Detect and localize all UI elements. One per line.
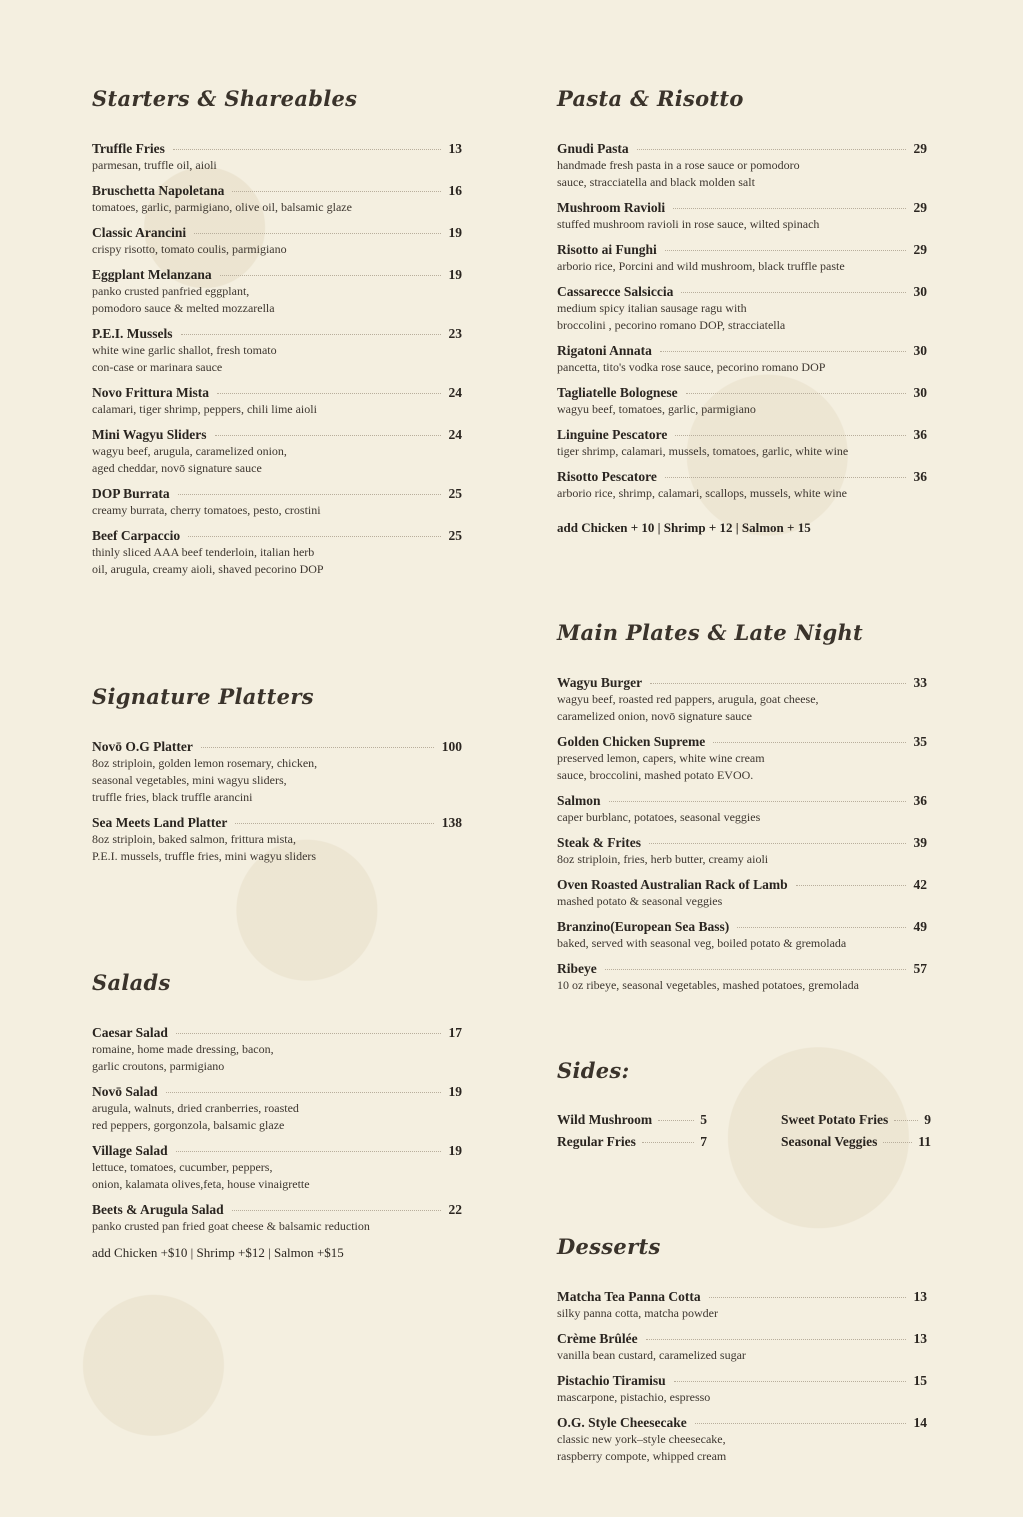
menu-item (92, 527, 462, 578)
menu-item (92, 325, 462, 376)
menu-item-price: 19 (448, 225, 462, 240)
menu-item-name: Classic Arancini (92, 225, 187, 240)
menu-item-header (557, 834, 927, 851)
menu-item (557, 384, 927, 418)
menu-item-price: 19 (448, 1143, 462, 1158)
section-title-starters: Starters & Shareables (92, 86, 358, 111)
menu-item-description: silky panna cotta, matcha powder (557, 1306, 718, 1320)
menu-item-header (92, 266, 462, 283)
section-title-sides: Sides: (557, 1058, 630, 1083)
side-name: Sweet Potato Fries (781, 1112, 889, 1127)
menu-item-header (557, 468, 927, 485)
menu-item (92, 182, 462, 216)
menu-item-header (92, 738, 462, 755)
menu-item-header (557, 1372, 927, 1389)
menu-item-price: 100 (441, 739, 462, 754)
menu-item-name: Branzino(European Sea Bass) (557, 919, 730, 934)
menu-item-header (92, 1201, 462, 1218)
leader-dots (709, 1297, 906, 1298)
menu-item-name: Risotto Pescatore (557, 469, 657, 484)
menu-item-name: Tagliatelle Bolognese (557, 385, 678, 400)
menu-item (92, 384, 462, 418)
menu-item-header (92, 814, 462, 831)
menu-item-price: 14 (913, 1415, 927, 1430)
menu-item-description: tiger shrimp, calamari, mussels, tomatoes, garlic, white wine (557, 444, 849, 458)
menu-item-header (557, 283, 927, 300)
section-salads (92, 970, 462, 1261)
menu-item-price: 29 (913, 200, 927, 215)
menu-item-description: wagyu beef, roasted red pappers, arugula, goat cheese, caramelized onion, novō signature sauce (557, 692, 819, 723)
leader-dots (181, 334, 441, 335)
menu-list (92, 140, 462, 578)
menu-item-header (557, 876, 927, 893)
leader-dots (235, 823, 433, 824)
leader-dots (637, 149, 906, 150)
menu-item-header (557, 384, 927, 401)
menu-item-description: 8oz striploin, golden lemon rosemary, chicken, seasonal vegetables, mini wagyu sliders, truffle fries, black truffle arancini (92, 756, 318, 804)
menu-item-price: 25 (448, 486, 462, 501)
leader-dots (894, 1120, 918, 1121)
menu-item-price: 22 (448, 1202, 462, 1217)
menu-item-name: Steak & Frites (557, 835, 641, 850)
leader-dots (673, 208, 905, 209)
menu-item (92, 1083, 462, 1134)
menu-item-description: medium spicy italian sausage ragu with broccolini , pecorino romano DOP, stracciatella (557, 301, 786, 332)
menu-item-name: Wagyu Burger (557, 675, 643, 690)
menu-item-description: lettuce, tomatoes, cucumber, peppers, onion, kalamata olives,feta, house vinaigrette (92, 1160, 310, 1191)
leader-dots (232, 191, 440, 192)
menu-item-name: Cassarecce Salsiccia (557, 284, 674, 299)
menu-item (557, 1330, 927, 1364)
leader-dots (232, 1210, 441, 1211)
menu-item-header (557, 792, 927, 809)
menu-item (557, 960, 927, 994)
menu-item (92, 426, 462, 477)
menu-item-price: 24 (448, 385, 462, 400)
menu-item (92, 1024, 462, 1075)
leader-dots (737, 927, 905, 928)
menu-item-description: arborio rice, Porcini and wild mushroom, black truffle paste (557, 259, 845, 273)
leader-dots (883, 1142, 912, 1143)
menu-item-name: Beef Carpaccio (92, 528, 181, 543)
side-price: 5 (700, 1112, 707, 1127)
menu-item-name: Caesar Salad (92, 1025, 168, 1040)
menu-list (557, 674, 927, 994)
menu-item-name: Mushroom Ravioli (557, 200, 666, 215)
menu-item-name: Novō O.G Platter (92, 739, 193, 754)
section-title-mains: Main Plates & Late Night (557, 620, 864, 645)
menu-item-name: Eggplant Melanzana (92, 267, 212, 282)
menu-item (557, 426, 927, 460)
menu-item-name: Golden Chicken Supreme (557, 734, 706, 749)
menu-item (92, 266, 462, 317)
menu-item-description: tomatoes, garlic, parmigiano, olive oil, balsamic glaze (92, 200, 352, 214)
menu-item-name: Village Salad (92, 1143, 168, 1158)
menu-item-description: pancetta, tito's vodka rose sauce, pecorino romano DOP (557, 360, 826, 374)
menu-item-description: handmade fresh pasta in a rose sauce or pomodoro sauce, stracciatella and black molden salt (557, 158, 800, 189)
side-name: Seasonal Veggies (781, 1134, 878, 1149)
leader-dots (649, 843, 906, 844)
menu-item-price: 49 (913, 919, 927, 934)
leader-dots (665, 250, 906, 251)
menu-item-description: classic new york–style cheesecake, raspberry compote, whipped cream (557, 1432, 727, 1463)
section-title-desserts: Desserts (557, 1234, 661, 1259)
menu-item-header (557, 426, 927, 443)
menu-item-header (92, 1083, 462, 1100)
menu-item-header (92, 224, 462, 241)
menu-item-description: wagyu beef, tomatoes, garlic, parmigiano (557, 402, 756, 416)
menu-item (557, 140, 927, 191)
menu-item-price: 57 (913, 961, 927, 976)
leader-dots (713, 742, 905, 743)
section-mains (557, 620, 927, 1002)
menu-item-description: panko crusted pan fried goat cheese & balsamic reduction (92, 1219, 370, 1233)
menu-item-header (92, 1142, 462, 1159)
menu-item-header (557, 1330, 927, 1347)
menu-item-description: romaine, home made dressing, bacon, garlic croutons, parmigiano (92, 1042, 274, 1073)
menu-item-description: thinly sliced AAA beef tenderloin, italian herb oil, arugula, creamy aioli, shaved pecorino DOP (92, 545, 324, 576)
side-item (557, 1112, 707, 1128)
menu-item-price: 30 (913, 284, 927, 299)
menu-item-price: 36 (913, 793, 927, 808)
sides-grid (557, 1112, 931, 1150)
leader-dots (796, 885, 906, 886)
menu-item-description: crispy risotto, tomato coulis, parmigiano (92, 242, 287, 256)
menu-item-name: Sea Meets Land Platter (92, 815, 228, 830)
menu-item-price: 33 (913, 675, 927, 690)
menu-item-header (92, 1024, 462, 1041)
leader-dots (176, 1151, 441, 1152)
section-sides (557, 1058, 931, 1150)
menu-item-price: 13 (913, 1289, 927, 1304)
menu-item (557, 674, 927, 725)
menu-item-name: Bruschetta Napoletana (92, 183, 225, 198)
menu-item-price: 36 (913, 427, 927, 442)
leader-dots (665, 477, 906, 478)
menu-item (557, 283, 927, 334)
menu-item (557, 1288, 927, 1322)
menu-item-name: P.E.I. Mussels (92, 326, 173, 341)
menu-item (92, 140, 462, 174)
menu-item-price: 13 (448, 141, 462, 156)
menu-item (557, 199, 927, 233)
menu-item-price: 13 (913, 1331, 927, 1346)
menu-item-name: Mini Wagyu Sliders (92, 427, 207, 442)
menu-item-header (557, 960, 927, 977)
add-protein-note: add Chicken + 10 | Shrimp + 12 | Salmon + 15 (557, 520, 811, 535)
menu-item-description: mascarpone, pistachio, espresso (557, 1390, 711, 1404)
menu-item-price: 17 (448, 1025, 462, 1040)
section-title-platters: Signature Platters (92, 684, 314, 709)
menu-item-price: 29 (913, 141, 927, 156)
menu-item-description: arugula, walnuts, dried cranberries, roasted red peppers, gorgonzola, balsamic glaze (92, 1101, 299, 1132)
leader-dots (217, 393, 441, 394)
side-name: Wild Mushroom (557, 1112, 653, 1127)
menu-item (557, 876, 927, 910)
menu-item-description: caper burblanc, potatoes, seasonal veggies (557, 810, 761, 824)
leader-dots (681, 292, 905, 293)
menu-item-price: 39 (913, 835, 927, 850)
menu-item (92, 1142, 462, 1193)
menu-item (557, 342, 927, 376)
menu-item-name: Risotto ai Funghi (557, 242, 657, 257)
menu-item-name: Gnudi Pasta (557, 141, 629, 156)
menu-item (557, 1372, 927, 1406)
menu-item-name: Novō Salad (92, 1084, 158, 1099)
menu-item-price: 35 (913, 734, 927, 749)
menu-item-header (92, 140, 462, 157)
menu-item-name: Novo Frittura Mista (92, 385, 209, 400)
menu-item-price: 42 (913, 877, 927, 892)
menu-item (557, 468, 927, 502)
leader-dots (686, 393, 906, 394)
menu-item-header (557, 241, 927, 258)
menu-item-description: wagyu beef, arugula, caramelized onion, aged cheddar, novō signature sauce (92, 444, 287, 475)
menu-item-name: Pistachio Tiramisu (557, 1373, 666, 1388)
leader-dots (194, 233, 440, 234)
menu-item-price: 24 (448, 427, 462, 442)
side-item (781, 1112, 931, 1128)
menu-item-description: 10 oz ribeye, seasonal vegetables, mashed potatoes, gremolada (557, 978, 859, 992)
menu-item-header (557, 1414, 927, 1431)
leader-dots (166, 1092, 441, 1093)
menu-item-name: Crème Brûlée (557, 1331, 638, 1346)
menu-item-price: 15 (913, 1373, 927, 1388)
menu-item-header (557, 342, 927, 359)
side-name: Regular Fries (557, 1134, 636, 1149)
menu-item-name: O.G. Style Cheesecake (557, 1415, 687, 1430)
menu-item-name: Salmon (557, 793, 601, 808)
leader-dots (658, 1120, 694, 1121)
leader-dots (178, 494, 441, 495)
menu-item-header (92, 182, 462, 199)
menu-list (92, 738, 462, 865)
side-price: 9 (924, 1112, 931, 1127)
leader-dots (674, 1381, 906, 1382)
menu-item-name: Matcha Tea Panna Cotta (557, 1289, 701, 1304)
section-title-pasta: Pasta & Risotto (557, 86, 744, 111)
side-price: 11 (918, 1134, 931, 1149)
menu-item-price: 25 (448, 528, 462, 543)
menu-item (92, 224, 462, 258)
section-starters (92, 86, 462, 586)
leader-dots (646, 1339, 906, 1340)
menu-item-header (557, 674, 927, 691)
menu-item-description: arborio rice, shrimp, calamari, scallops, mussels, white wine (557, 486, 847, 500)
menu-list (557, 1288, 927, 1465)
add-protein-note: add Chicken +$10 | Shrimp +$12 | Salmon +$15 (92, 1245, 344, 1260)
section-title-salads: Salads (92, 970, 171, 995)
menu-item-name: DOP Burrata (92, 486, 170, 501)
side-item (781, 1134, 931, 1150)
menu-item (557, 792, 927, 826)
menu-item-header (557, 199, 927, 216)
menu-item (557, 733, 927, 784)
menu-item-description: preserved lemon, capers, white wine cream sauce, broccolini, mashed potato EVOO. (557, 751, 765, 782)
leader-dots (201, 747, 434, 748)
menu-item-header (557, 918, 927, 935)
menu-item-header (92, 485, 462, 502)
leader-dots (609, 801, 906, 802)
section-platters (92, 684, 462, 873)
leader-dots (215, 435, 441, 436)
menu-item-header (92, 325, 462, 342)
leader-dots (642, 1142, 694, 1143)
menu-item-price: 16 (448, 183, 462, 198)
leader-dots (695, 1423, 906, 1424)
menu-item-description: panko crusted panfried eggplant, pomodoro sauce & melted mozzarella (92, 284, 275, 315)
menu-item-description: baked, served with seasonal veg, boiled potato & gremolada (557, 936, 847, 950)
section-pasta (557, 86, 927, 536)
menu-item-header (557, 140, 927, 157)
side-item (557, 1134, 707, 1150)
menu-item-price: 29 (913, 242, 927, 257)
menu-item-price: 19 (448, 1084, 462, 1099)
menu-item-description: creamy burrata, cherry tomatoes, pesto, crostini (92, 503, 321, 517)
leader-dots (605, 969, 906, 970)
menu-item (557, 241, 927, 275)
leader-dots (220, 275, 441, 276)
menu-item-description: 8oz striploin, baked salmon, frittura mista, P.E.I. mussels, truffle fries, mini wagyu sliders (92, 832, 317, 863)
menu-item (557, 918, 927, 952)
menu-item-name: Ribeye (557, 961, 597, 976)
menu-item-header (557, 1288, 927, 1305)
menu-list (92, 1024, 462, 1235)
side-price: 7 (700, 1134, 707, 1149)
leader-dots (675, 435, 905, 436)
menu-item-header (92, 384, 462, 401)
menu-list (557, 140, 927, 502)
menu-item-description: 8oz striploin, fries, herb butter, creamy aioli (557, 852, 769, 866)
menu-item (557, 1414, 927, 1465)
menu-item-price: 30 (913, 343, 927, 358)
menu-item-price: 30 (913, 385, 927, 400)
leader-dots (660, 351, 906, 352)
menu-item-price: 36 (913, 469, 927, 484)
menu-item-price: 19 (448, 267, 462, 282)
menu-item-name: Rigatoni Annata (557, 343, 652, 358)
menu-item (92, 485, 462, 519)
menu-item (92, 814, 462, 865)
menu-item-name: Linguine Pescatore (557, 427, 668, 442)
leader-dots (188, 536, 440, 537)
menu-item-description: mashed potato & seasonal veggies (557, 894, 723, 908)
menu-item-header (92, 426, 462, 443)
menu-item-description: parmesan, truffle oil, aioli (92, 158, 217, 172)
section-desserts (557, 1234, 927, 1473)
menu-item-price: 138 (441, 815, 462, 830)
menu-item-description: white wine garlic shallot, fresh tomato con-case or marinara sauce (92, 343, 277, 374)
leader-dots (173, 149, 441, 150)
leader-dots (650, 683, 905, 684)
menu-item-price: 23 (448, 326, 462, 341)
menu-item (557, 834, 927, 868)
menu-item-description: vanilla bean custard, caramelized sugar (557, 1348, 746, 1362)
menu-item (92, 1201, 462, 1235)
menu-item (92, 738, 462, 806)
menu-item-name: Beets & Arugula Salad (92, 1202, 224, 1217)
menu-item-header (557, 733, 927, 750)
leader-dots (176, 1033, 441, 1034)
menu-item-name: Truffle Fries (92, 141, 165, 156)
menu-item-name: Oven Roasted Australian Rack of Lamb (557, 877, 788, 892)
menu-item-header (92, 527, 462, 544)
menu-item-description: stuffed mushroom ravioli in rose sauce, wilted spinach (557, 217, 820, 231)
menu-item-description: calamari, tiger shrimp, peppers, chili lime aioli (92, 402, 317, 416)
